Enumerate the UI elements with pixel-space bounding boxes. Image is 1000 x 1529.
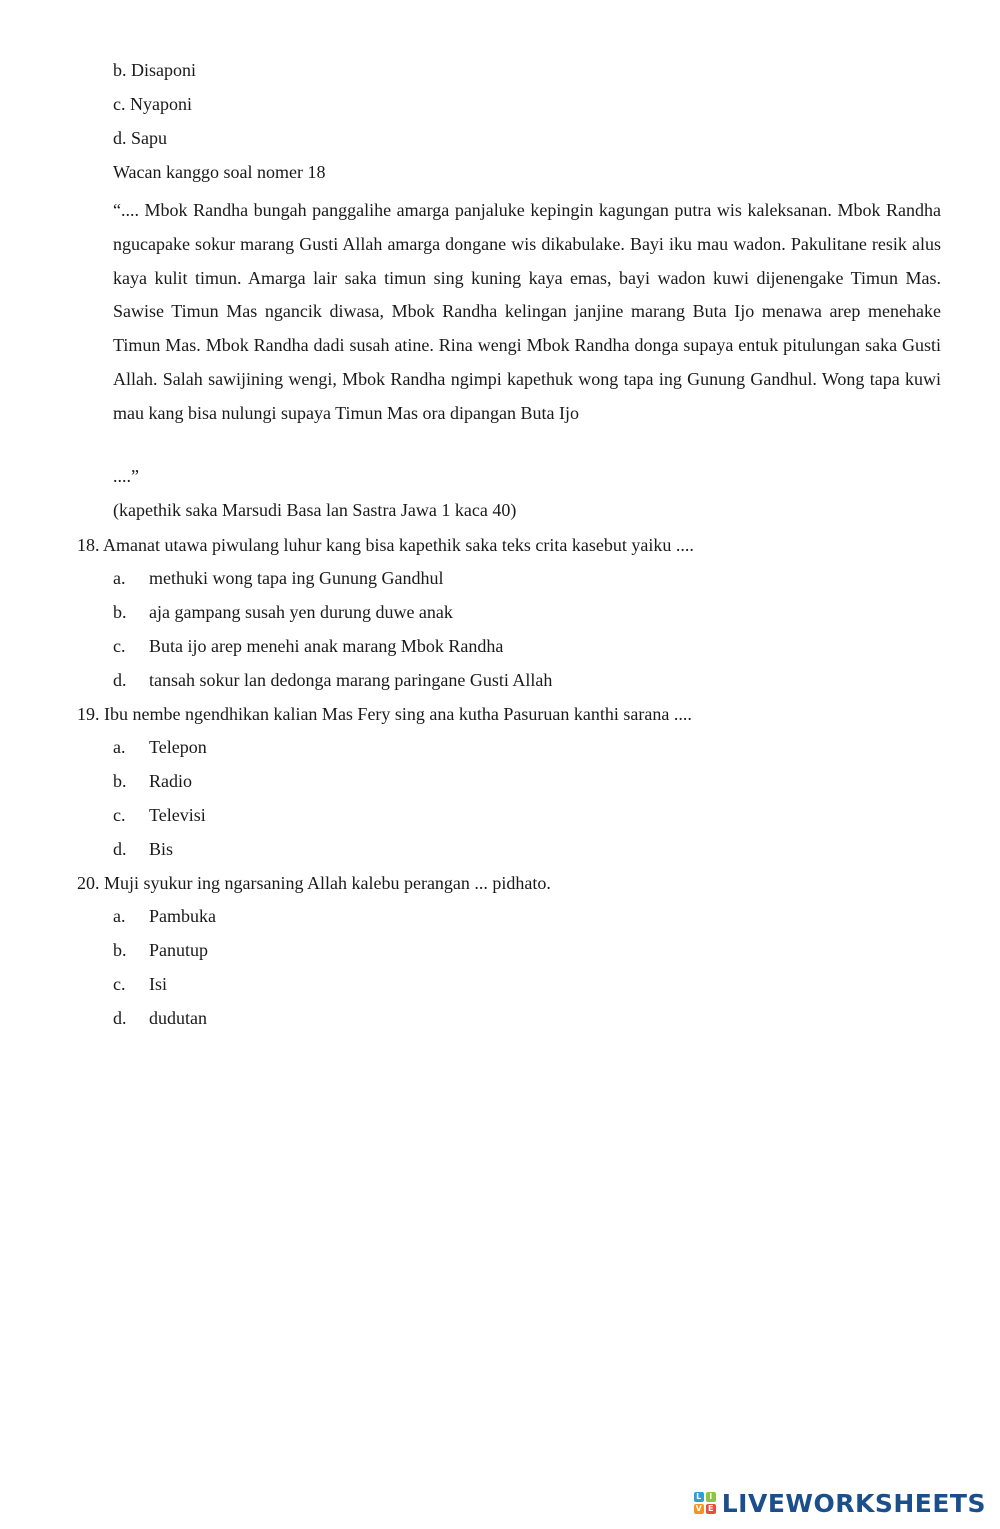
option-letter: b.	[113, 602, 127, 622]
option-letter: d.	[113, 839, 127, 859]
q20-option-b	[113, 938, 208, 962]
option-text: Buta ijo arep menehi anak marang Mbok Randha	[149, 636, 504, 656]
logo-tile: L	[694, 1492, 704, 1502]
option-text: aja gampang susah yen durung duwe anak	[149, 602, 453, 622]
option-letter: a.	[113, 906, 126, 926]
prev-option-d: d. Sapu	[113, 128, 167, 148]
liveworksheets-wordmark: LIVEWORKSHEETS	[721, 1488, 986, 1518]
q19-option-a	[113, 735, 207, 759]
q19-option-d	[113, 837, 173, 861]
q18-option-d	[113, 668, 552, 692]
q18-option-c	[113, 634, 503, 658]
logo-tile: E	[706, 1504, 716, 1514]
option-letter: c.	[113, 805, 126, 825]
q19-option-b	[113, 769, 192, 793]
question-20: 20. Muji syukur ing ngarsaning Allah kalebu perangan ... pidhato.	[77, 873, 551, 893]
liveworksheets-icon	[694, 1492, 716, 1514]
option-text: methuki wong tapa ing Gunung Gandhul	[149, 568, 444, 588]
option-text: Televisi	[149, 805, 206, 825]
logo-tile: V	[695, 1504, 702, 1513]
option-text: Panutup	[149, 940, 209, 960]
prev-option-c: c. Nyaponi	[113, 94, 192, 114]
logo-tile: I	[706, 1492, 716, 1502]
passage-end: ....”	[113, 466, 139, 486]
option-text: Pambuka	[149, 906, 216, 926]
option-text: Radio	[149, 771, 192, 791]
option-letter: b.	[113, 940, 127, 960]
option-text: dudutan	[149, 1008, 207, 1028]
option-letter: d.	[113, 1008, 127, 1028]
option-text: Isi	[149, 974, 167, 994]
passage-source: (kapethik saka Marsudi Basa lan Sastra Jawa 1 kaca 40)	[113, 500, 517, 520]
option-letter: c.	[113, 974, 126, 994]
q20-option-a	[113, 904, 216, 928]
option-letter: c.	[113, 636, 126, 656]
q20-option-d	[113, 1006, 207, 1030]
prev-option-b: b. Disaponi	[113, 60, 196, 80]
question-19: 19. Ibu nembe ngendhikan kalian Mas Fery sing ana kutha Pasuruan kanthi sarana ....	[77, 704, 692, 724]
q18-option-a	[113, 566, 443, 590]
option-text: Bis	[149, 839, 174, 859]
passage-text: “.... Mbok Randha bungah panggalihe amarga panjaluke kepingin kagungan putra wis kaleksanan. Mbok Randha ngucapake sokur marang Gusti Allah amarga dongane wis dikabulake. Bayi iku mau wadon. Pakulitane resik alus kaya kulit timun. Amarga lair saka timun sing kuning kaya emas, bayi wadon kuwi dijenengake Timun Mas. Sawise Timun Mas ngancik diwasa, Mbok Randha kelingan janjine marang Buta Ijo menawa arep menehake Timun Mas. Mbok Randha dadi susah atine. Rina wengi Mbok Randha donga supaya entuk pitulungan saka Gusti Allah. Salah sawijining wengi, Mbok Randha ngimpi kapethuk wong tapa ing Gunung Gandhul. Wong tapa kuwi mau kang bisa nulungi supaya Timun Mas ora dipangan Buta Ijo	[113, 200, 941, 423]
q19-option-c	[113, 803, 206, 827]
option-text: Telepon	[149, 737, 207, 757]
passage-heading: Wacan kanggo soal nomer 18	[113, 162, 326, 182]
q18-option-b	[113, 600, 453, 624]
option-text: tansah sokur lan dedonga marang paringane Gusti Allah	[149, 670, 553, 690]
q20-option-c	[113, 972, 167, 996]
option-letter: a.	[113, 737, 126, 757]
option-letter: a.	[113, 568, 126, 588]
option-letter: d.	[113, 670, 127, 690]
option-letter: b.	[113, 771, 127, 791]
question-18: 18. Amanat utawa piwulang luhur kang bisa kapethik saka teks crita kasebut yaiku ....	[77, 535, 694, 555]
liveworksheets-logo	[694, 1487, 986, 1519]
